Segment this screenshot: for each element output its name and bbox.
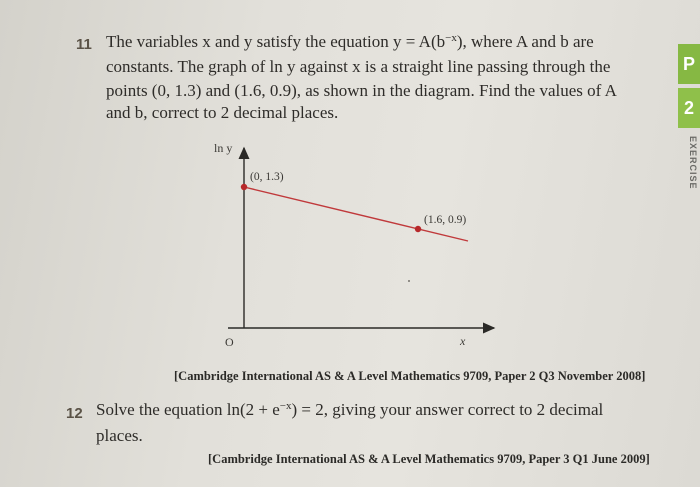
question-12-source: [Cambridge International AS & A Level Mathematics 9709, Paper 3 Q1 June 2009]	[208, 452, 650, 466]
question-12-line-1	[96, 400, 603, 420]
question-11-exponent: −x	[445, 32, 457, 44]
point-label-1.6-0.9: (1.6, 0.9)	[424, 214, 467, 226]
point-0-1.3	[241, 184, 247, 190]
question-11-line-4: and b, correct to 2 decimal places.	[106, 103, 339, 122]
question-11-line-1-post: ), where A and b are	[456, 32, 594, 51]
question-11-line-3: points (0, 1.3) and (1.6, 0.9), as shown in the diagram. Find the values of A	[106, 81, 617, 100]
question-12-line-2: places.	[96, 426, 143, 445]
question-11-source: [Cambridge International AS & A Level Mathematics 9709, Paper 2 Q3 November 2008]	[174, 369, 646, 383]
point-label-0-1.3: (0, 1.3)	[250, 171, 284, 183]
question-12-exponent: −x	[279, 400, 292, 412]
point-1.6-0.9	[415, 226, 421, 232]
question-11-line-1-pre: The variables x and y satisfy the equation y = A(b	[106, 32, 446, 51]
side-vertical-text: EXERCISE	[688, 136, 698, 190]
question-12-line-1-pre: Solve the equation ln(2 + e	[96, 400, 280, 419]
speck	[408, 280, 410, 282]
origin-label: O	[225, 335, 234, 349]
chapter-tab-p: P	[678, 44, 700, 84]
y-axis-label: ln y	[214, 141, 233, 155]
chapter-tab-2: 2	[678, 88, 700, 128]
x-axis-label: x	[460, 334, 466, 348]
question-12-number: 12	[66, 405, 83, 422]
question-12-line-1-post: ) = 2, giving your answer correct to 2 decimal	[291, 400, 604, 419]
question-11-number: 11	[76, 36, 92, 53]
question-11-line-2: constants. The graph of ln y against x is a straight line passing through the	[106, 57, 611, 76]
